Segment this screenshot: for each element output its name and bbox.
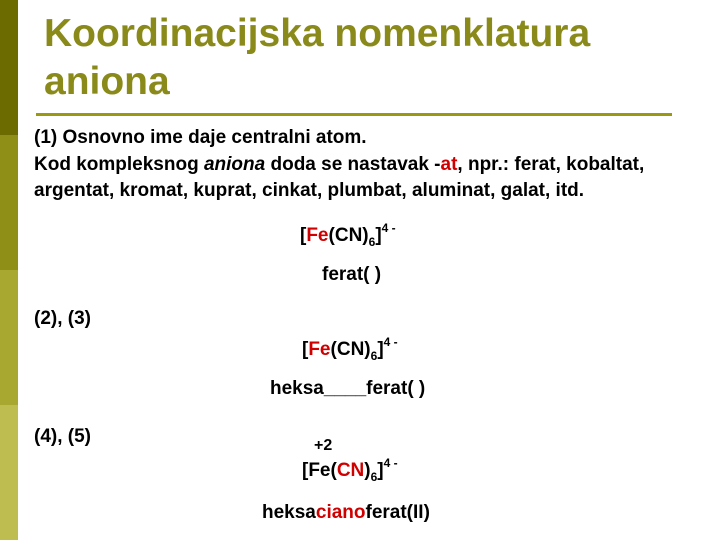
sidebar-segment (0, 405, 18, 540)
formula-3 (302, 456, 398, 484)
text-segment: ferat(II) (365, 502, 430, 523)
rule-1: (1) Osnovno ime daje centralni atom. (34, 127, 367, 148)
sidebar-segment (0, 270, 18, 405)
oxidation-state: +2 (314, 437, 333, 454)
formula-metal: Fe (306, 225, 329, 246)
formula-subscript: 6 (370, 470, 378, 484)
text-segment: doda se nastavak - (265, 154, 441, 175)
formula-bracket: [ (302, 339, 309, 360)
formula-bracket: ] (375, 225, 382, 246)
formula-2 (302, 335, 398, 363)
name-3 (262, 500, 430, 526)
text-segment: heksa (262, 502, 316, 523)
formula-metal: Fe (308, 339, 331, 360)
formula-1 (300, 221, 396, 249)
rule-4-5: (4), (5) (34, 426, 91, 447)
formula-bracket: [Fe( (302, 460, 337, 481)
name-2: heksa____ferat( ) (270, 378, 426, 399)
formula-bracket: ) (364, 460, 371, 481)
formula-subscript: 6 (370, 349, 378, 363)
formula-charge: 4 - (383, 456, 398, 470)
sidebar-segment (0, 0, 18, 135)
formula-ligand: (CN) (328, 225, 369, 246)
formula-bracket: ] (377, 460, 384, 481)
sidebar-segment (0, 135, 18, 270)
formula-bracket: [ (300, 225, 307, 246)
ligand-name-highlight: ciano (315, 502, 366, 523)
formula-charge: 4 - (381, 221, 396, 235)
title-underline (36, 113, 672, 116)
formula-subscript: 6 (368, 235, 376, 249)
formula-charge: 4 - (383, 335, 398, 349)
rule-1-line-3: argentat, kromat, kuprat, cinkat, plumbat, aluminat, galat, itd. (34, 180, 585, 201)
rule-1-line-2 (34, 152, 644, 178)
text-segment: Kod kompleksnog (34, 154, 204, 175)
name-1: ferat( ) (322, 264, 382, 285)
formula-ligand: CN (336, 460, 365, 481)
rule-2-3: (2), (3) (34, 308, 91, 329)
text-segment-italic: aniona (203, 154, 266, 175)
formula-bracket: ] (377, 339, 384, 360)
slide-title: Koordinacijska nomenklatura aniona (44, 12, 591, 103)
formula-ligand: (CN) (330, 339, 371, 360)
text-segment: , npr.: ferat, kobaltat, (457, 154, 645, 175)
sidebar-stripe (0, 0, 18, 540)
suffix-highlight: at (440, 154, 458, 175)
